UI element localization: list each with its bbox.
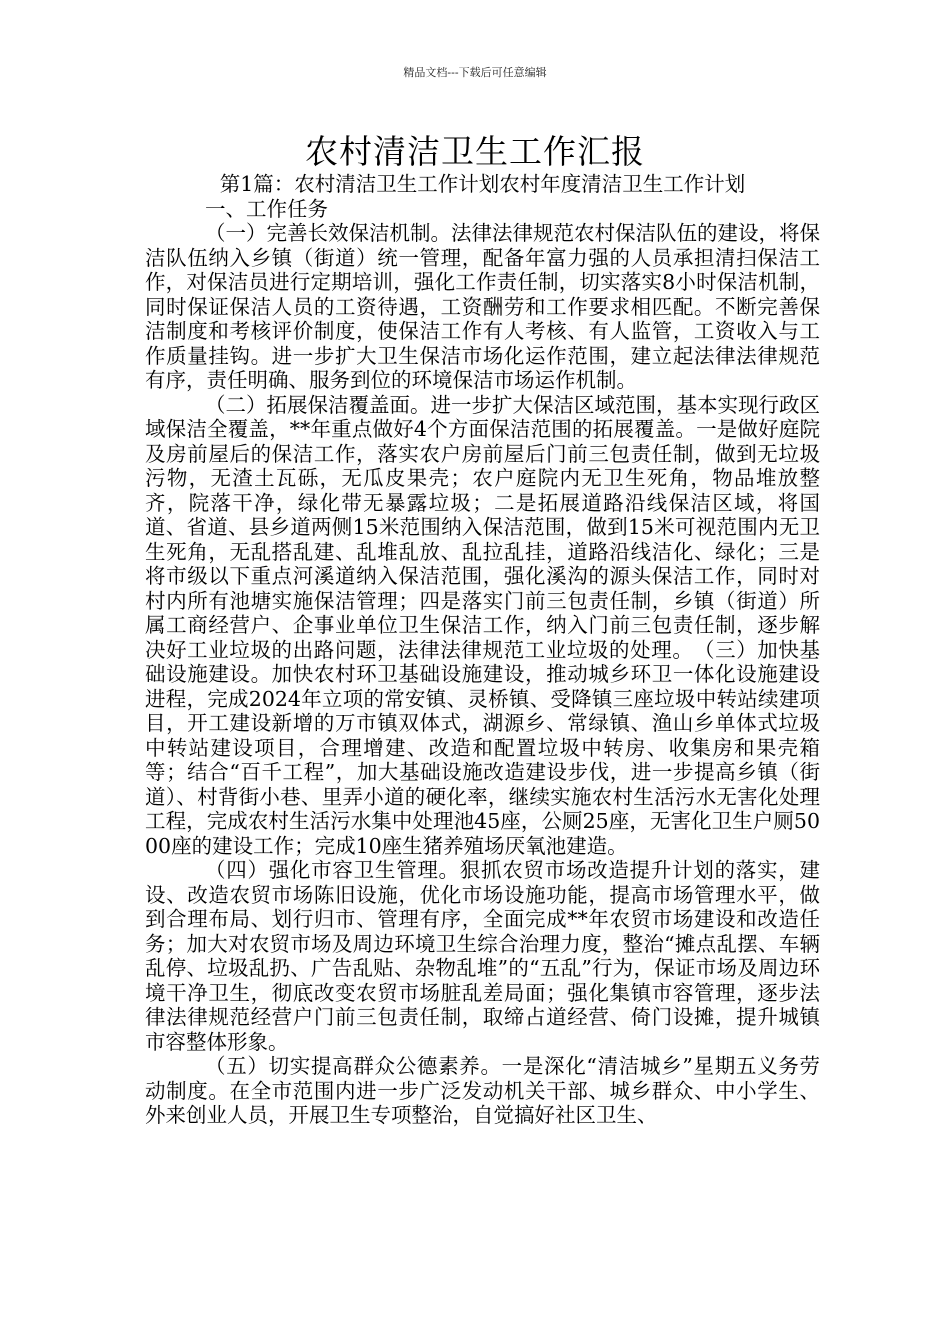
chapter-subtitle: 第1篇：农村清洁卫生工作计划农村年度清洁卫生工作计划 bbox=[219, 172, 746, 196]
document-body bbox=[145, 172, 820, 1128]
paragraph-2: （二）拓展保洁覆盖面。进一步扩大保洁区域范围，基本实现行政区域保洁全覆盖，**年重点做好4个方面保洁范围的拓展覆盖。一是做好庭院及房前屋后的保洁工作，落实农户房前屋后门前三包责任制，做到无垃圾污物，无渣土瓦砾，无瓜皮果壳；农户庭院内无卫生死角，物品堆放整齐，院落干净，绿化带无暴露垃圾；二是拓展道路沿线保洁区域，将国道、省道、县乡道两侧15米范围纳入保洁范围，做到15米可视范围内无卫生死角，无乱搭乱建、乱堆乱放、乱拉乱挂，道路沿线洁化、绿化；三是将市级以下重点河溪道纳入保洁范围，强化溪沟的源头保洁工作，同时对村内所有池塘实施保洁管理；四是落实门前三包责任制，乡镇（街道）所属工商经营户、企事业单位卫生保洁工作，纳入门前三包责任制，逐步解决好工业垃圾的出路问题，法律法律规范工业垃圾的处理。 （三）加快基础设施建设。加快农村环卫基础设施建设，推动城乡环卫一体化设施建设进程，完成2024年立项的常安镇、灵桥镇、受降镇三座垃圾中转站续建项目，开工建设新增的万市镇双体式，湖源乡、常绿镇、渔山乡单体式垃圾中转站建设项目，合理增建、改造和配置垃圾中转房、收集房和果壳箱等；结合“百千工程”，加大基础设施改造建设步伐，进一步提高乡镇（街道）、村背街小巷、里弄小道的硬化率，继续实施农村生活污水无害化处理工程，完成农村生活污水集中处理池45座，公厕25座，无害化卫生户厕5000座的建设工作；完成10座生猪养殖场厌氧池建造。 bbox=[145, 392, 820, 858]
paragraph-1: （一）完善长效保洁机制。法律法律规范农村保洁队伍的建设，将保洁队伍纳入乡镇（街道）统一管理，配备年富力强的人员承担清扫保洁工作，对保洁员进行定期培训，强化工作责任制，切实落实8小时保洁机制，同时保证保洁人员的工资待遇，工资酬劳和工作要求相匹配。不断完善保洁制度和考核评价制度，使保洁工作有人考核、有人监管，工资收入与工作质量挂钩。进一步扩大卫生保洁市场化运作范围，建立起法律法律规范有序，责任明确、服务到位的环境保洁市场运作机制。 bbox=[145, 221, 820, 392]
document-title: 农村清洁卫生工作汇报 bbox=[305, 132, 645, 171]
paragraph-3: （四）强化市容卫生管理。狠抓农贸市场改造提升计划的落实，建设、改造农贸市场陈旧设施，优化市场设施功能，提高市场管理水平，做到合理布局、划行归市、管理有序，全面完成**年农贸市场建设和改造任务；加大对农贸市场及周边环境卫生综合治理力度，整治“摊点乱摆、车辆乱停、垃圾乱扔、广告乱贴、杂物乱堆”的“五乱”行为，保证市场及周边环境干净卫生，彻底改变农贸市场脏乱差局面；强化集镇市容管理，逐步法律法律规范经营户门前三包责任制，取缔占道经营、倚门设摊，提升城镇市容整体形象。 bbox=[145, 858, 820, 1054]
paragraph-4: （五）切实提高群众公德素养。一是深化“清洁城乡”星期五义务劳动制度。在全市范围内进一步广泛发动机关干部、城乡群众、中小学生、外来创业人员，开展卫生专项整治，自觉搞好社区卫生、 bbox=[145, 1054, 820, 1127]
header-note: 精品文档---下载后可任意编辑 bbox=[403, 66, 547, 79]
section-heading: 一、工作任务 bbox=[205, 196, 328, 221]
